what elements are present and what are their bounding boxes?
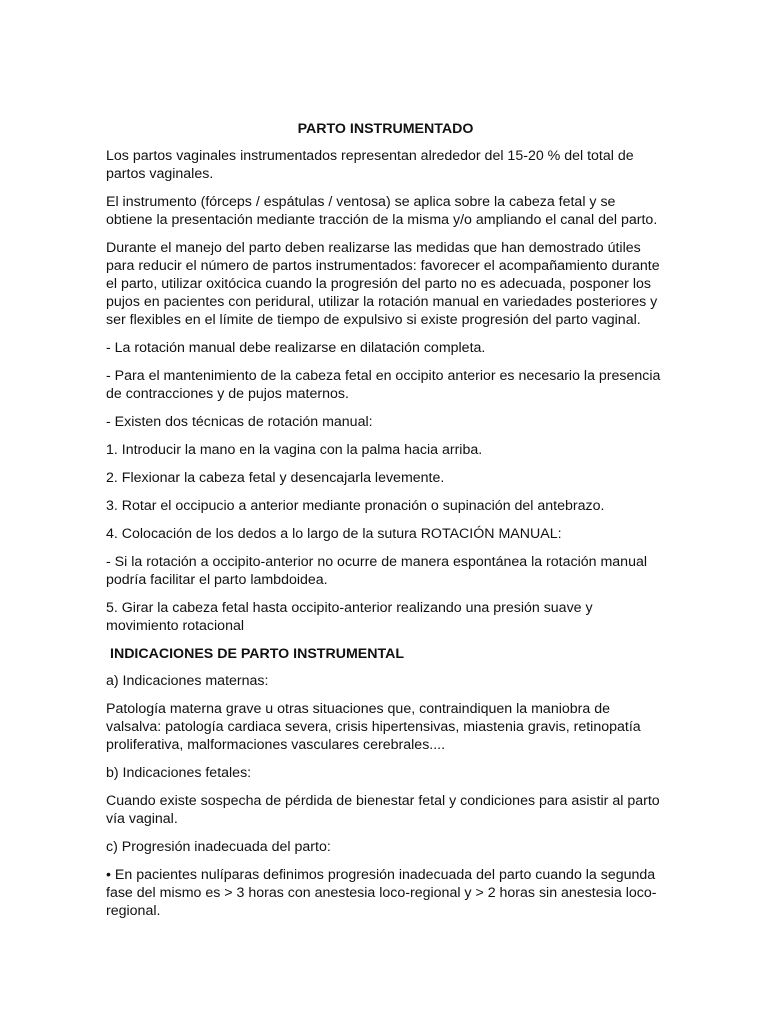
paragraph: Patología materna grave u otras situaciones que, contraindiquen la maniobra de valsalva: patología cardiaca severa, crisis hipertensivas, miastenia gravis, retinopatía proliferativa, malformaciones vasculares cerebrales.... [106, 701, 641, 753]
list-item: 2. Flexionar la cabeza fetal y desencajarla levemente. [106, 470, 445, 486]
paragraph: Durante el manejo del parto deben realizarse las medidas que han demostrado útiles para reducir el número de partos instrumentados: favorecer el acompañamiento durante el parto, utilizar oxitócica cuando la progresión del parto no es adecuada, posponer los pujos en pacientes con peridural, utilizar la rotación manual en variedades posteriores y ser flexibles en el límite de tiempo de expulsivo si existe progresión del parto vaginal. [106, 240, 660, 328]
document-body [106, 120, 662, 930]
list-item: 3. Rotar el occipucio a anterior mediante pronación o supinación del antebrazo. [106, 498, 605, 514]
paragraph: a) Indicaciones maternas: [106, 673, 269, 689]
paragraph: - Existen dos técnicas de rotación manual: [106, 414, 373, 430]
paragraph: b) Indicaciones fetales: [106, 765, 252, 781]
paragraph: - Si la rotación a occipito-anterior no ocurre de manera espontánea la rotación manual podría facilitar el parto lambdoidea. [106, 554, 648, 588]
paragraph: - La rotación manual debe realizarse en dilatación completa. [106, 340, 486, 356]
bullet-item: • En pacientes nulíparas definimos progresión inadecuada del parto cuando la segunda fase del mismo es > 3 horas con anestesia loco-regional y > 2 horas sin anestesia loco-regional. [106, 867, 657, 919]
section-heading: INDICACIONES DE PARTO INSTRUMENTAL [110, 646, 405, 662]
list-item: 5. Girar la cabeza fetal hasta occipito-anterior realizando una presión suave y movimiento rotacional [106, 600, 593, 634]
paragraph: El instrumento (fórceps / espátulas / ventosa) se aplica sobre la cabeza fetal y se obtiene la presentación mediante tracción de la misma y/o ampliando el canal del parto. [106, 194, 658, 228]
list-item: 1. Introducir la mano en la vagina con la palma hacia arriba. [106, 442, 483, 458]
paragraph: Los partos vaginales instrumentados representan alrededor del 15-20 % del total de partos vaginales. [106, 148, 634, 182]
paragraph: Cuando existe sospecha de pérdida de bienestar fetal y condiciones para asistir al parto vía vaginal. [106, 793, 660, 827]
paragraph: - Para el mantenimiento de la cabeza fetal en occipito anterior es necesario la presencia de contracciones y de pujos maternos. [106, 368, 661, 402]
list-item: 4. Colocación de los dedos a lo largo de la sutura ROTACIÓN MANUAL: [106, 526, 562, 542]
document-title: PARTO INSTRUMENTADO [297, 121, 474, 137]
paragraph: c) Progresión inadecuada del parto: [106, 839, 331, 855]
